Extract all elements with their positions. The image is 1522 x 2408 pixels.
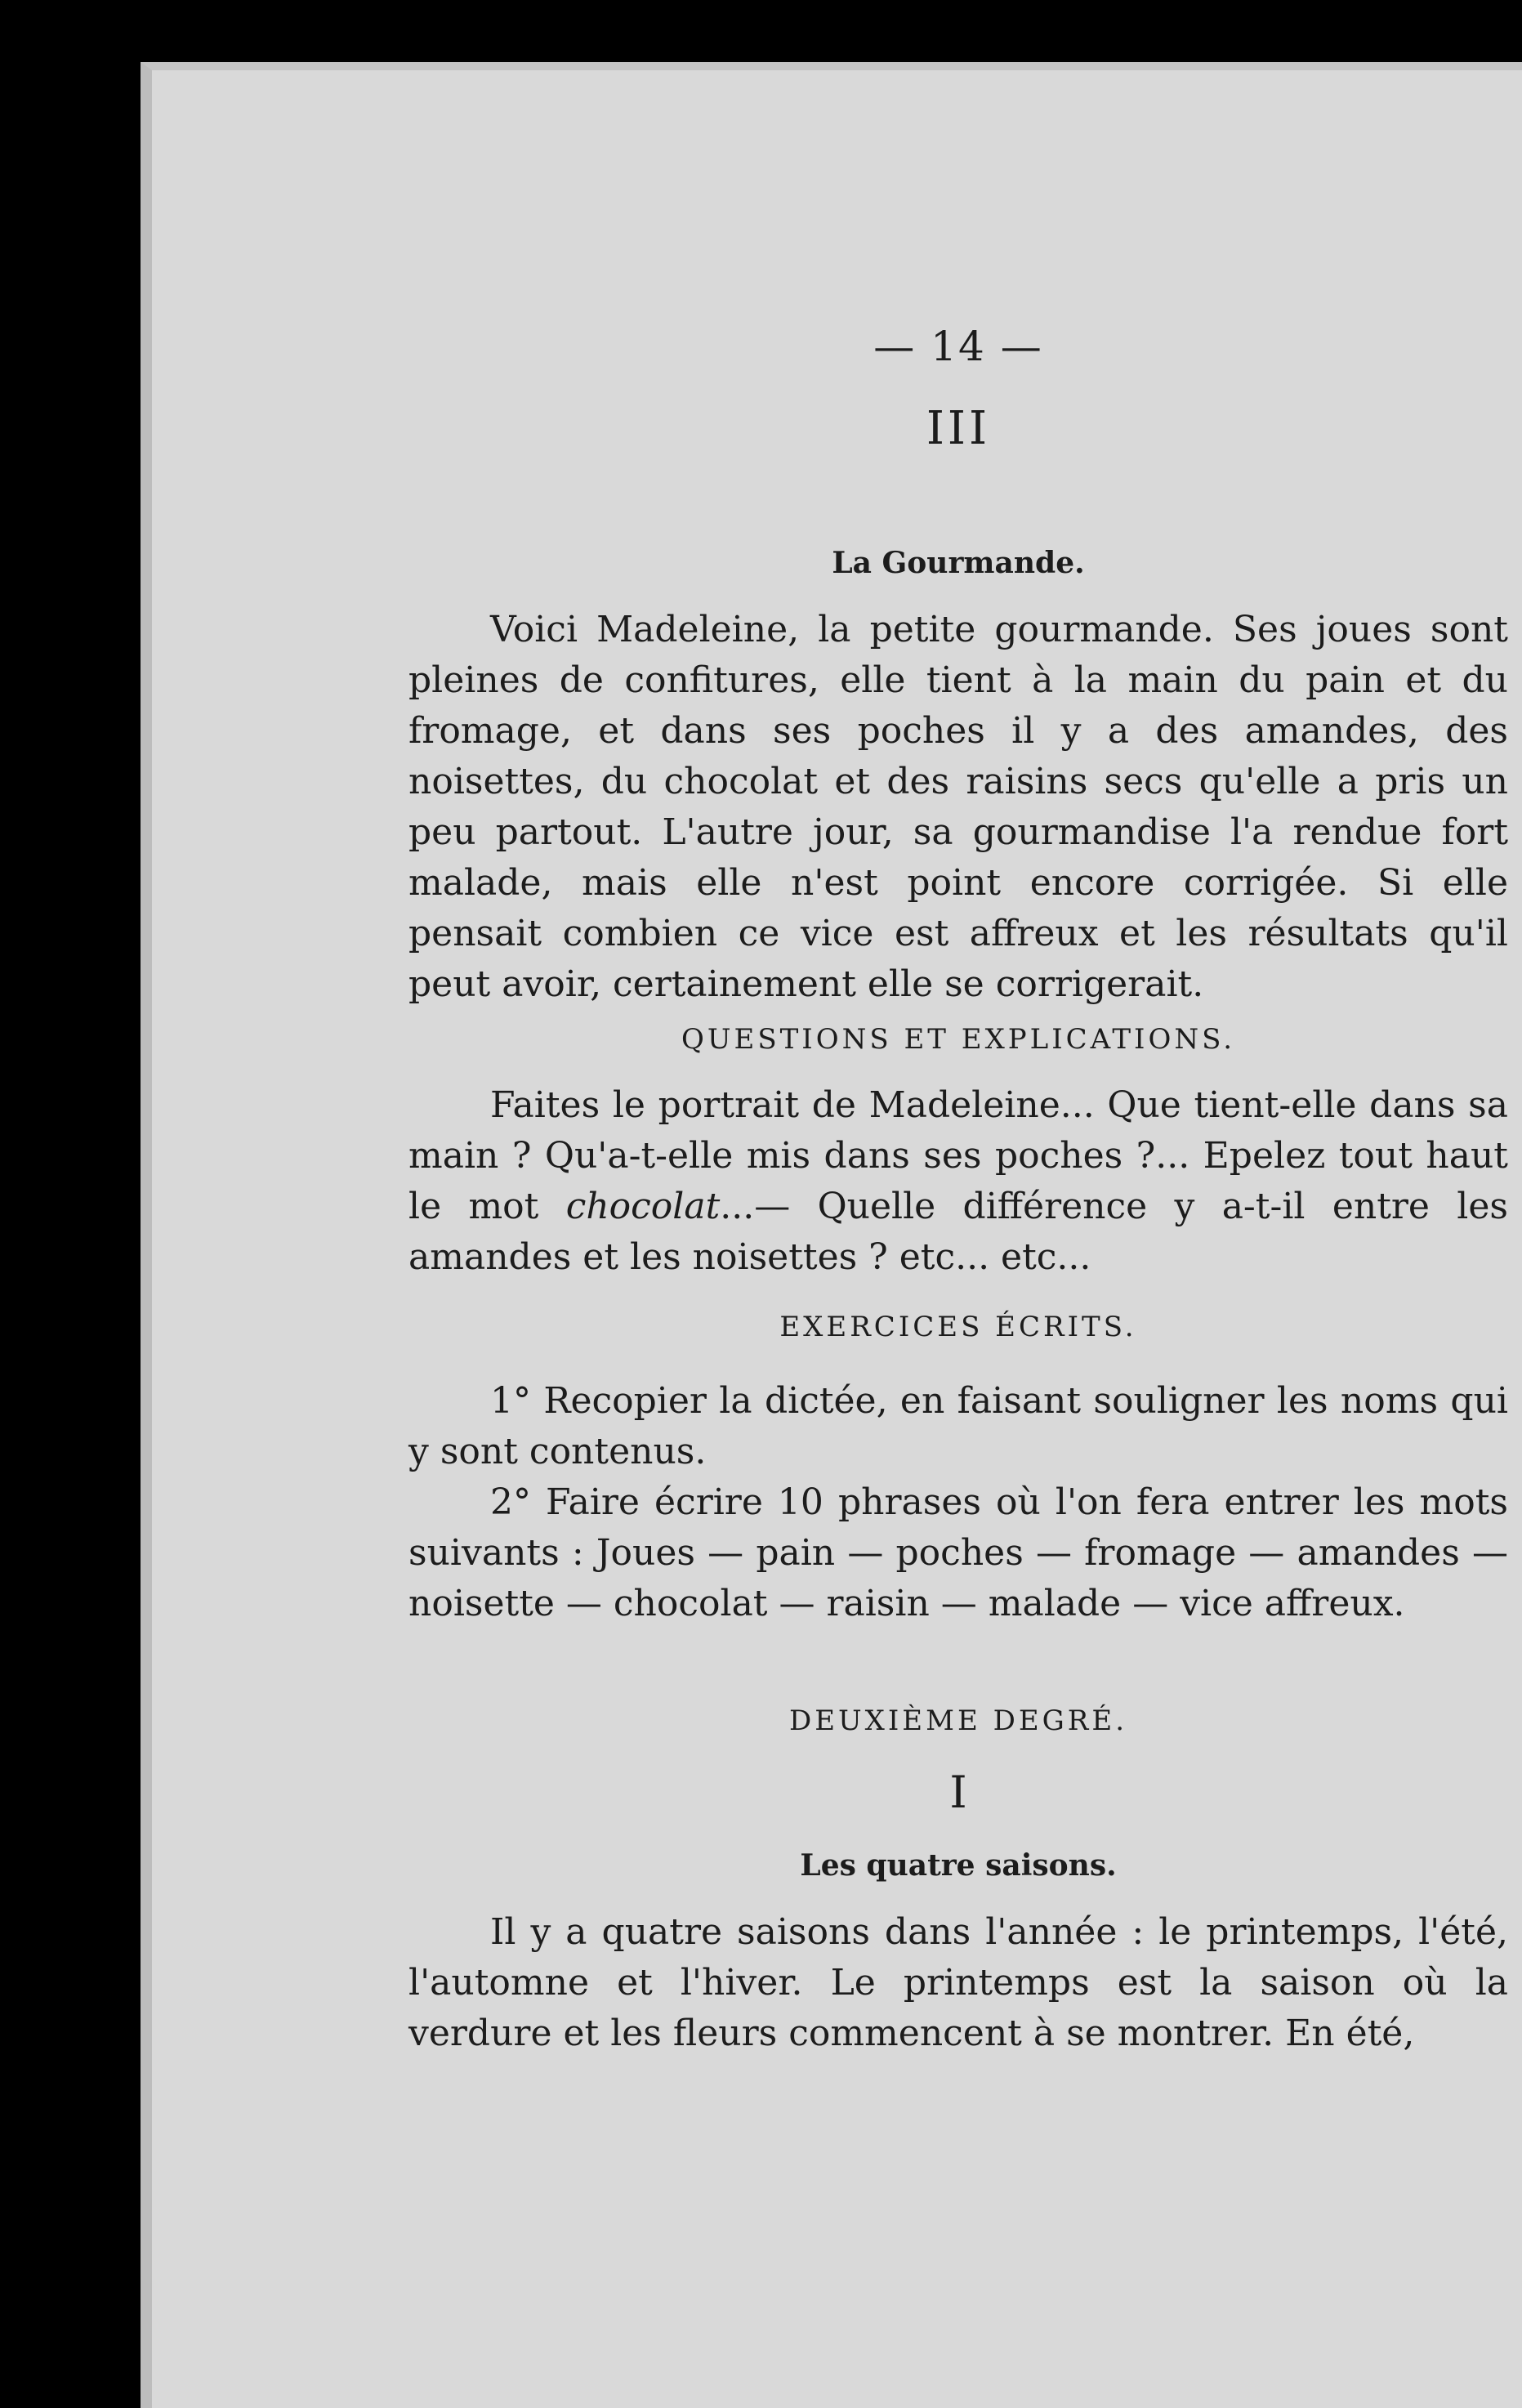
questions-block <box>408 1080 1508 1283</box>
section-number-i: I <box>949 1767 967 1818</box>
exercise-1 <box>408 1376 1508 1477</box>
questions-italic-word: chocolat <box>565 1186 721 1227</box>
dictation-saisons-text: Il y a quatre saisons dans l'année : le printemps, l'été, l'automne et l'hiver. Le printemps est la saison où la verdure et les fleurs commencent à se montrer. En été, <box>408 1911 1508 2054</box>
exercise-2-text: 2° Faire écrire 10 phrases où l'on fera entrer les mots suivants : Joues — pain — poches — fromage — amandes — noisette — chocolat — raisin — malade — vice affreux. <box>408 1481 1508 1624</box>
section-number-iii: III <box>926 402 991 455</box>
dictation-gourmande <box>408 605 1508 1010</box>
questions-text-before: Faites le portrait de Madeleine... Que tient-elle dans sa main ? Qu'a-t-elle mis dans ses poches ?... Epelez tout haut le mot <box>408 1084 1508 1227</box>
dictation-saisons <box>408 1907 1508 2059</box>
exercises-heading: EXERCICES ÉCRITS. <box>779 1311 1137 1343</box>
exercise-1-text: 1° Recopier la dictée, en faisant souligner les noms qui y sont contenus. <box>408 1380 1508 1472</box>
section-title-saisons: Les quatre saisons. <box>800 1848 1117 1883</box>
questions-heading: QUESTIONS ET EXPLICATIONS. <box>681 1023 1235 1056</box>
dictation-gourmande-text: Voici Madeleine, la petite gourmande. Ses joues sont pleines de confitures, elle tient à la main du pain et du fromage, et dans ses poches il y a des amandes, des noisettes, du chocolat et des raisins secs qu'elle a pris un peu partout. L'autre jour, sa gourmandise l'a rendue fort malade, mais elle n'est point encore corrigée. Si elle pensait combien ce vice est affreux et les résultats qu'il peut avoir, certainement elle se corrigerait. <box>408 609 1508 1005</box>
exercise-2 <box>408 1477 1508 1629</box>
page-number: — 14 — <box>873 323 1043 370</box>
questions-paragraph <box>408 1080 1508 1283</box>
degree-heading: DEUXIÈME DEGRÉ. <box>788 1704 1128 1737</box>
section-title-gourmande: La Gourmande. <box>832 546 1085 580</box>
questions-text-after: ...— Quelle différence y a-t-il entre les amandes et les noisettes ? etc... etc... <box>408 1186 1508 1278</box>
